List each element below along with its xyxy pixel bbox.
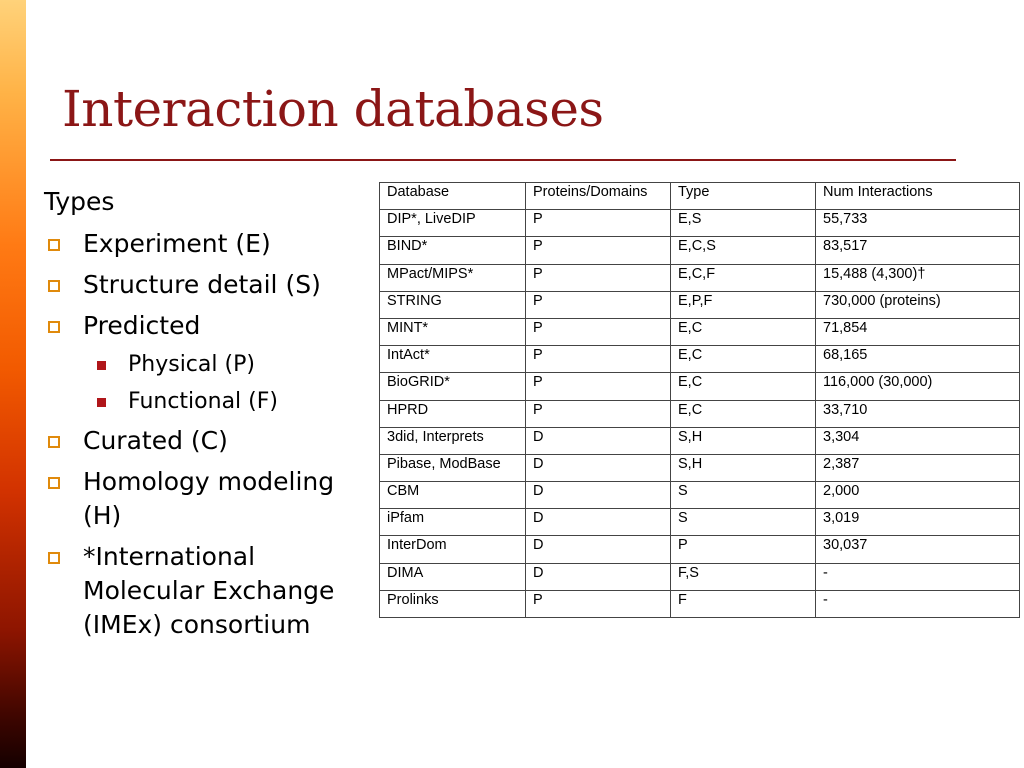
table-cell: - [816,563,1020,590]
table-row [380,373,1020,400]
table-cell: E,C [671,373,816,400]
table-cell: - [816,590,1020,617]
table-row [380,482,1020,509]
table-cell: P [526,346,671,373]
table-cell: 3,304 [816,427,1020,454]
table-cell: IntAct* [380,346,526,373]
table-cell: D [526,563,671,590]
table-cell: P [671,536,816,563]
hollow-square-bullet-icon [48,239,60,251]
table-cell: E,C [671,318,816,345]
table-cell: Pibase, ModBase [380,454,526,481]
table-row [380,264,1020,291]
table-cell: S [671,482,816,509]
table-cell: S,H [671,454,816,481]
table-cell: E,P,F [671,291,816,318]
sub-bullet-label: Functional (F) [128,389,278,414]
table-cell: E,C [671,400,816,427]
table-cell: D [526,482,671,509]
table-cell: E,C,F [671,264,816,291]
bullet-label: *International Molecular Exchange (IMEx) consortium [83,542,335,639]
table-cell: 3did, Interprets [380,427,526,454]
table-cell: 30,037 [816,536,1020,563]
filled-square-bullet-icon [97,361,106,370]
table-row [380,291,1020,318]
hollow-square-bullet-icon [48,477,60,489]
table-cell: InterDom [380,536,526,563]
bullet-item [44,309,374,343]
table-cell: 83,517 [816,237,1020,264]
table-cell: D [526,536,671,563]
table-cell: 55,733 [816,210,1020,237]
table-cell: MINT* [380,318,526,345]
hollow-square-bullet-icon [48,321,60,333]
hollow-square-bullet-icon [48,552,60,564]
table-cell: P [526,400,671,427]
table-row [380,318,1020,345]
table-header-row [380,183,1020,210]
table-cell: HPRD [380,400,526,427]
sub-bullet-item [44,387,374,417]
table-cell: 33,710 [816,400,1020,427]
table-row [380,563,1020,590]
hollow-square-bullet-icon [48,280,60,292]
table-cell: 116,000 (30,000) [816,373,1020,400]
side-gradient-band [0,0,26,768]
table-cell: MPact/MIPS* [380,264,526,291]
table-row [380,237,1020,264]
table-cell: P [526,318,671,345]
bullet-label: Structure detail (S) [83,270,321,299]
table-cell: E,C [671,346,816,373]
bullet-item [44,465,374,533]
column-header: Database [380,183,526,210]
table-cell: P [526,264,671,291]
table-row [380,454,1020,481]
table-cell: DIMA [380,563,526,590]
table-row [380,346,1020,373]
table-cell: P [526,237,671,264]
databases-table [379,182,1020,618]
table-cell: STRING [380,291,526,318]
table-row [380,400,1020,427]
filled-square-bullet-icon [97,398,106,407]
table-row [380,536,1020,563]
table-body [380,210,1020,618]
bullet-label: Predicted [83,311,201,340]
table-cell: D [526,454,671,481]
table-cell: CBM [380,482,526,509]
table-cell: D [526,427,671,454]
table-cell: 71,854 [816,318,1020,345]
bullet-label: Experiment (E) [83,229,271,258]
table-cell: E,S [671,210,816,237]
types-heading: Types [44,187,115,216]
table-cell: 2,000 [816,482,1020,509]
title-underline [50,159,956,161]
table-cell: F,S [671,563,816,590]
table-row [380,427,1020,454]
table-cell: 68,165 [816,346,1020,373]
table-cell: iPfam [380,509,526,536]
table-cell: P [526,373,671,400]
bullet-item [44,540,374,642]
table-cell: D [526,509,671,536]
column-header: Num Interactions [816,183,1020,210]
bullet-item [44,227,374,261]
table-cell: 15,488 (4,300)† [816,264,1020,291]
slide-title: Interaction databases [62,80,604,138]
table-row [380,210,1020,237]
bullet-label: Curated (C) [83,426,228,455]
table-cell: P [526,590,671,617]
table-cell: S [671,509,816,536]
table-cell: P [526,210,671,237]
table-cell: P [526,291,671,318]
bullet-label: Homology modeling (H) [83,467,335,530]
types-list [44,186,374,649]
table-cell: F [671,590,816,617]
table-row [380,509,1020,536]
hollow-square-bullet-icon [48,436,60,448]
sub-bullet-label: Physical (P) [128,352,255,377]
table-cell: 3,019 [816,509,1020,536]
table-cell: 2,387 [816,454,1020,481]
column-header: Type [671,183,816,210]
bullet-item [44,424,374,458]
table-row [380,590,1020,617]
table-cell: BioGRID* [380,373,526,400]
table-cell: E,C,S [671,237,816,264]
table-cell: S,H [671,427,816,454]
bullet-item [44,268,374,302]
sub-bullet-item [44,350,374,380]
table-cell: 730,000 (proteins) [816,291,1020,318]
table-cell: Prolinks [380,590,526,617]
table-cell: BIND* [380,237,526,264]
column-header: Proteins/Domains [526,183,671,210]
table-cell: DIP*, LiveDIP [380,210,526,237]
